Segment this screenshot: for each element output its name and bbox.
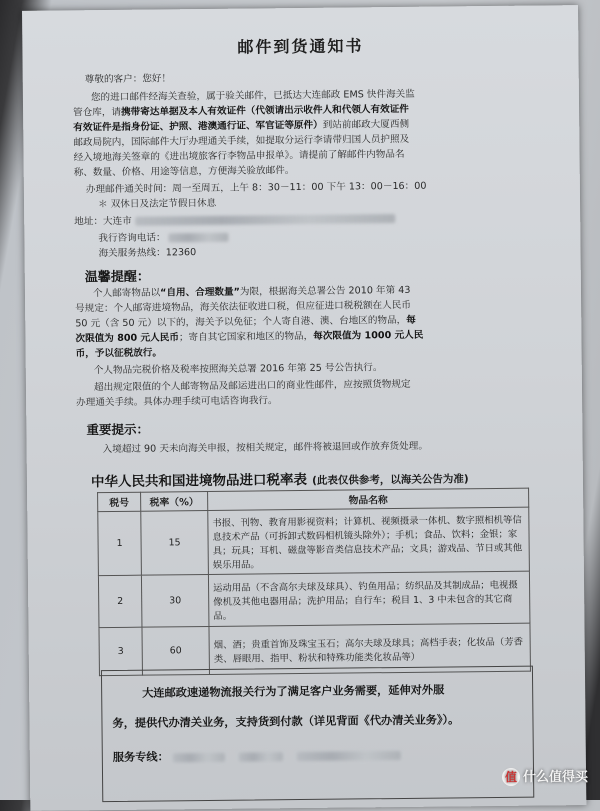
customs-hotline: 海关服务热线：12360	[98, 247, 197, 260]
tax-rate: 15	[141, 510, 209, 575]
tips-bold: “自用、合理数量”	[160, 286, 240, 299]
redacted-phone	[169, 232, 229, 242]
tips-line: 号规定：个人邮寄进境物品，海关依法征收进口税，但应征进口税税额在人民币	[75, 299, 411, 315]
notice-paper	[22, 5, 586, 811]
col-header-items: 物品名称	[208, 488, 529, 510]
table-row	[98, 507, 530, 576]
col-header-no: 税号	[98, 492, 141, 511]
tax-no: 2	[98, 575, 142, 627]
table-title: 中华人民共和国进境物品进口税率表	[90, 471, 308, 491]
para-line: 邮政局院内，国际邮件大厅办理通关手续，如提取分运行李请带归国人员护照及	[73, 133, 410, 149]
consult-phone-label: 我行咨询电话：	[98, 232, 166, 245]
holiday-note: ＊ 双休日及法定节假日休息	[97, 197, 217, 211]
tips-heading: 温馨提醒：	[84, 269, 150, 286]
tips-text: 为限，根据海关总署公告 2010 年第 43	[239, 284, 411, 298]
table-caption	[91, 465, 557, 490]
tips-bold: 每	[406, 314, 416, 326]
address-label: 地址：大连市	[74, 215, 132, 228]
tax-items: 书报、刊物、教育用影视资料；计算机、视频摄录一体机、数字照相机等信息技术产品（可拆卸式数码相机镜头除外）；手机；食品、饮料；金银；家具；玩具；耳机、磁盘等影音类信息技术产品；文具；游戏品、节日或其他娱乐用品。	[208, 507, 530, 574]
redacted-address	[135, 214, 395, 226]
important-heading: 重要提示：	[86, 421, 149, 438]
tax-items: 烟、酒；贵重首饰及珠宝玉石；高尔夫球及球具；高档手表；化妆品（芳香类、唇眼用、指甲、粉状和特殊功能类化妆品等）	[209, 623, 530, 674]
tips-text: 50 元（含 50 元）以下的，海关予以免征；个人寄自港、澳、台地区的物品，	[75, 314, 407, 330]
service-box	[101, 666, 534, 803]
tips-bold: 每次限值为 1000 元人民	[313, 329, 424, 342]
service-line: 大连邮政速递物流报关行为了满足客户业务需要，延伸对外服	[142, 683, 445, 700]
tax-no: 3	[99, 627, 143, 675]
tax-rate: 30	[141, 574, 209, 627]
watermark	[502, 766, 588, 787]
service-hotline	[113, 745, 525, 765]
tips-line: 超出规定限值的个人邮寄物品及邮运进出口的商业性邮件，应按照货物规定	[93, 378, 411, 394]
tax-rate-table	[97, 488, 531, 677]
tips-line: 办理通关手续。具体办理手续可电话咨询我行。	[76, 395, 278, 409]
para-line: 您的进口邮件经海关查验，属于验关邮件，已抵达大连邮政 EMS 快件海关监	[90, 88, 415, 104]
table-row	[98, 571, 530, 628]
greeting: 尊敬的客户：您好！	[84, 73, 172, 86]
tips-line: 币，予以征税放行。	[75, 347, 163, 360]
tips-text: ；寄自其它国家和地区的物品，	[178, 330, 314, 344]
para-line: 称、数量、价格、用途等信息，方便海关验放邮件。	[73, 165, 295, 179]
para-line: 经入境地海关签章的《进出境旅客行李物品申报单》。请提前了解邮件内物品名	[73, 148, 405, 164]
para-bold: 有效证件是指身份证、护照、港澳通行证、军官证等原件）	[73, 119, 323, 134]
watermark-text: 什么值得买	[522, 769, 588, 785]
redacted-phone	[239, 752, 283, 761]
para-text: 到站前邮政大厦西侧	[322, 118, 410, 131]
tax-no: 1	[98, 511, 142, 575]
redacted-phone	[296, 750, 400, 760]
col-header-rate: 税率（%）	[141, 491, 208, 511]
service-hotline-label: 服务专线：	[112, 750, 169, 765]
para-bold: 携带寄达单据及本人有效证件（代领请出示收件人和代领人有效证件	[120, 103, 409, 118]
page-title: 邮件到货通知书	[237, 36, 364, 57]
tax-items: 运动用品（不含高尔夫球及球具）、钓鱼用品；纺织品及其制成品；电视摄像机及其他电器用品；洗护用品；自行车；税目 1、3 中未包含的其它商品。	[208, 571, 530, 626]
tips-text: 个人邮寄物品以	[92, 287, 161, 300]
redacted-phone	[173, 752, 225, 762]
tips-line: 个人物品完税价格及税率按照海关总署 2016 年第 25 号公告执行。	[93, 362, 383, 377]
table-note: (此表仅供参考，以海关公告为准)	[311, 473, 469, 487]
service-line: 务，提供代办清关业务，支持货到付款（详见背面《代办清关业务》）。	[112, 713, 460, 731]
tax-rate: 60	[142, 626, 209, 675]
office-hours: 办理邮件通关时间：周一至周五，上午 8：30－11：00 下午 13：00－16：00	[85, 180, 427, 196]
tips-bold: 次限值为 800 元人民币	[75, 332, 179, 345]
important-text: 入境超过 90 天未向海关申报，按相关规定，邮件将被退回或作放弃货处理。	[102, 440, 428, 456]
para-text: 管仓库，请	[73, 106, 122, 119]
watermark-logo-icon: 值	[502, 768, 520, 786]
